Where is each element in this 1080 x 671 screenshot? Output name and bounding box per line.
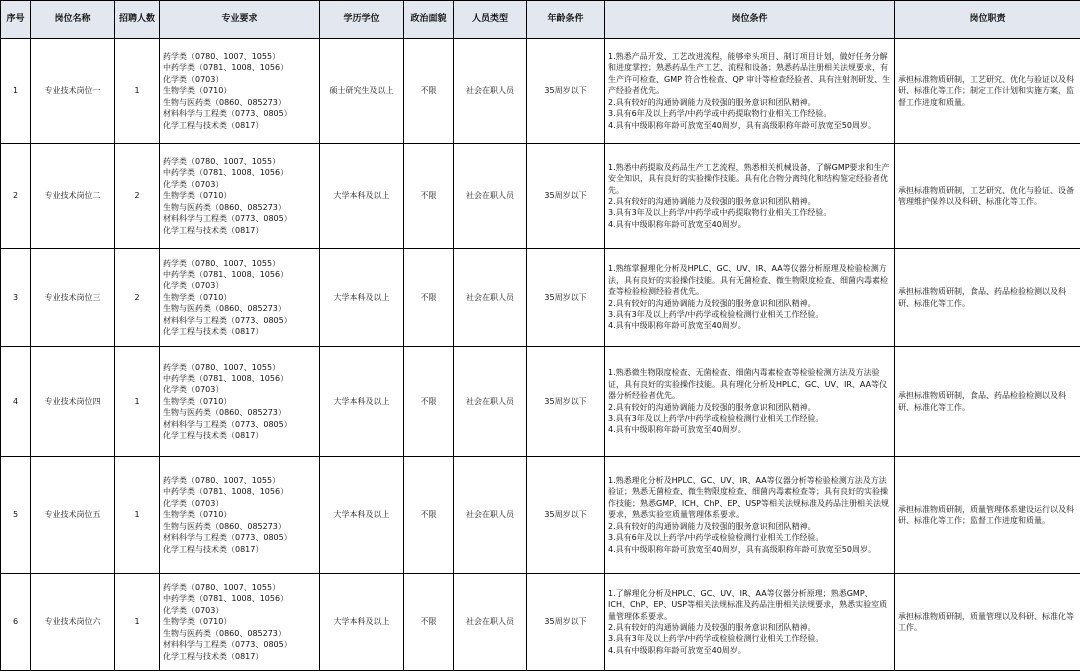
cell-requirements <box>605 144 895 249</box>
major-line: 材料科学与工程类（0773、0805） <box>163 419 316 430</box>
major-line: 化学类（0703） <box>163 179 316 190</box>
major-line: 化学类（0703） <box>163 280 316 291</box>
cell-no: 1 <box>1 39 31 144</box>
cell-count: 1 <box>115 347 160 457</box>
cell-political: 不限 <box>404 574 454 671</box>
header-major: 专业要求 <box>160 1 320 39</box>
cell-political: 不限 <box>404 249 454 347</box>
major-line: 生物与医药类（0860、085273） <box>163 303 316 314</box>
cell-count: 1 <box>115 457 160 574</box>
cell-no: 4 <box>1 347 31 457</box>
requirement-item: 3.具有6年及以上药学/中药学或检验检测行业相关工作经验。 <box>608 532 891 543</box>
requirement-item: 4.具有中级职称年龄可放宽至40周岁。 <box>608 219 891 230</box>
major-line: 化学工程与技术类（0817） <box>163 430 316 441</box>
header-political: 政治面貌 <box>404 1 454 39</box>
cell-degree: 大学本科及以上 <box>320 249 404 347</box>
major-line: 中药学类（0781、1008、1056） <box>163 593 316 604</box>
requirement-item: 1.熟练掌握理化分析及HPLC、GC、UV、IR、AA等仪器分析原理及检验检测方法，具有良好的实验操作技能。具有无菌检查、微生物限度检查、细菌内毒素检查等检验检测经验者优先。 <box>608 263 891 297</box>
cell-requirements <box>605 39 895 144</box>
cell-no: 5 <box>1 457 31 574</box>
header-requirements: 岗位条件 <box>605 1 895 39</box>
cell-requirements <box>605 347 895 457</box>
major-line: 材料科学与工程类（0773、0805） <box>163 315 316 326</box>
major-line: 生物学类（0710） <box>163 292 316 303</box>
cell-age: 35周岁以下 <box>527 144 605 249</box>
major-line: 化学工程与技术类（0817） <box>163 120 316 131</box>
cell-position-name: 专业技术岗位四 <box>31 347 115 457</box>
major-line: 药学类（0780、1007、1055） <box>163 51 316 62</box>
requirement-item: 4.具有中级职称年龄可放宽至40周岁。 <box>608 424 891 435</box>
cell-political: 不限 <box>404 144 454 249</box>
cell-duties: 承担标准物质研制，质量管理体系建设运行以及科研、标准化等工作；监督工作进度和质量。 <box>895 457 1080 574</box>
cell-major <box>160 347 320 457</box>
requirement-item: 3.具有3年及以上药学/中药学或检验检测行业相关工作经验。 <box>608 413 891 424</box>
header-age: 年龄条件 <box>527 1 605 39</box>
cell-type: 社会在职人员 <box>454 249 527 347</box>
requirement-item: 4.具有中级职称年龄可放宽至40周岁，具有高级职称年龄可放宽至50周岁。 <box>608 544 891 555</box>
cell-degree: 大学本科及以上 <box>320 574 404 671</box>
major-line: 中药学类（0781、1008、1056） <box>163 486 316 497</box>
cell-type: 社会在职人员 <box>454 574 527 671</box>
cell-duties: 承担标准物质研制，食品、药品检验检测以及科研、标准化等工作。 <box>895 249 1080 347</box>
cell-no: 2 <box>1 144 31 249</box>
major-line: 药学类（0780、1007、1055） <box>163 156 316 167</box>
major-line: 生物学类（0710） <box>163 616 316 627</box>
header-degree: 学历学位 <box>320 1 404 39</box>
cell-duties: 承担标准物质研制，质量管理以及科研、标准化等工作。 <box>895 574 1080 671</box>
requirement-item: 2.具有较好的沟通协调能力及较强的服务意识和团队精神。 <box>608 402 891 413</box>
requirement-item: 4.具有中级职称年龄可放宽至40周岁。 <box>608 320 891 331</box>
major-line: 化学类（0703） <box>163 74 316 85</box>
cell-requirements <box>605 574 895 671</box>
table-row <box>1 574 1080 671</box>
major-line: 化学工程与技术类（0817） <box>163 326 316 337</box>
major-line: 中药学类（0781、1008、1056） <box>163 373 316 384</box>
cell-age: 35周岁以下 <box>527 249 605 347</box>
requirement-item: 1.了解理化分析及HPLC、GC、UV、IR、AA等仪器分析原理；熟悉GMP、ICH、ChP、EP、USP等相关法规标准及药品注册相关法规要求，熟悉实验室质量管理体系要求。 <box>608 588 891 622</box>
major-line: 材料科学与工程类（0773、0805） <box>163 213 316 224</box>
cell-major <box>160 39 320 144</box>
major-line: 化学工程与技术类（0817） <box>163 544 316 555</box>
cell-degree: 硕士研究生及以上 <box>320 39 404 144</box>
major-line: 材料科学与工程类（0773、0805） <box>163 532 316 543</box>
cell-political: 不限 <box>404 39 454 144</box>
requirement-item: 3.具有6年及以上药学/中药学或中药提取物行业相关工作经验。 <box>608 108 891 119</box>
major-line: 生物学类（0710） <box>163 396 316 407</box>
major-line: 化学类（0703） <box>163 384 316 395</box>
major-line: 生物与医药类（0860、085273） <box>163 628 316 639</box>
major-line: 化学类（0703） <box>163 498 316 509</box>
header-row <box>1 1 1080 39</box>
cell-no: 6 <box>1 574 31 671</box>
requirement-item: 2.具有较好的沟通协调能力及较强的服务意识和团队精神。 <box>608 97 891 108</box>
requirement-item: 2.具有较好的沟通协调能力及较强的服务意识和团队精神。 <box>608 521 891 532</box>
cell-requirements <box>605 249 895 347</box>
requirement-item: 1.熟悉中药提取及药品生产工艺流程，熟悉相关机械设备，了解GMP要求和生产安全知识，具有良好的实验操作技能。具有化合物分离纯化和结构鉴定经验者优先。 <box>608 162 891 196</box>
cell-count: 2 <box>115 249 160 347</box>
cell-count: 1 <box>115 39 160 144</box>
major-line: 生物与医药类（0860、085273） <box>163 407 316 418</box>
major-line: 生物与医药类（0860、085273） <box>163 97 316 108</box>
major-line: 药学类（0780、1007、1055） <box>163 362 316 373</box>
requirement-item: 2.具有较好的沟通协调能力及较强的服务意识和团队精神。 <box>608 196 891 207</box>
header-no: 序号 <box>1 1 31 39</box>
major-line: 生物学类（0710） <box>163 190 316 201</box>
major-line: 材料科学与工程类（0773、0805） <box>163 108 316 119</box>
cell-requirements <box>605 457 895 574</box>
cell-age: 35周岁以下 <box>527 347 605 457</box>
requirement-item: 3.具有3年及以上药学/中药学或中药提取物行业相关工作经验。 <box>608 207 891 218</box>
cell-degree: 大学本科及以上 <box>320 457 404 574</box>
cell-count: 1 <box>115 574 160 671</box>
cell-no: 3 <box>1 249 31 347</box>
cell-duties: 承担标准物质研制，工艺研究、优化与验证以及科研、标准化等工作；制定工作计划和实施方案，监督工作进度和质量。 <box>895 39 1080 144</box>
cell-age: 35周岁以下 <box>527 39 605 144</box>
cell-count: 2 <box>115 144 160 249</box>
requirement-item: 1.熟悉微生物限度检查、无菌检查、细菌内毒素检查等检验检测方法及方法验证，具有良好的实验操作技能。具有理化分析及HPLC、GC、UV、IR、AA等仪器分析经验者优先。 <box>608 367 891 401</box>
table-row <box>1 249 1080 347</box>
cell-type: 社会在职人员 <box>454 347 527 457</box>
table-row <box>1 457 1080 574</box>
cell-position-name: 专业技术岗位六 <box>31 574 115 671</box>
cell-type: 社会在职人员 <box>454 457 527 574</box>
cell-degree: 大学本科及以上 <box>320 347 404 457</box>
major-line: 生物与医药类（0860、085273） <box>163 202 316 213</box>
requirement-item: 1.熟悉产品开发、工艺改进流程，能够牵头项目、制订项目计划，做好任务分解和进度掌控；熟悉药品生产工艺、流程和设备；熟悉药品注册相关法规要求，有生产许可检查、GMP 符合性检查、QP 审计等检查经验者、具有注射剂研发、生产经验者优先。 <box>608 51 891 97</box>
header-duties: 岗位职责 <box>895 1 1080 39</box>
major-line: 生物学类（0710） <box>163 509 316 520</box>
cell-age: 35周岁以下 <box>527 457 605 574</box>
header-type: 人员类型 <box>454 1 527 39</box>
major-line: 中药学类（0781、1008、1056） <box>163 62 316 73</box>
cell-major <box>160 457 320 574</box>
requirement-item: 1.熟悉理化分析及HPLC、GC、UV、IR、AA等仪器分析等检验检测方法及方法验证；熟悉无菌检查、微生物限度检查、细菌内毒素检查等；具有良好的实验操作技能；熟悉GMP、ICH、ChP、EP、USP等相关法规标准及药品注册相关法规要求，熟悉实验室质量管理体系要求。 <box>608 475 891 521</box>
major-line: 生物与医药类（0860、085273） <box>163 521 316 532</box>
major-line: 化学工程与技术类（0817） <box>163 651 316 662</box>
requirement-item: 4.具有中级职称年龄可放宽至40周岁。 <box>608 645 891 656</box>
cell-major <box>160 249 320 347</box>
cell-position-name: 专业技术岗位三 <box>31 249 115 347</box>
cell-political: 不限 <box>404 457 454 574</box>
major-line: 药学类（0780、1007、1055） <box>163 258 316 269</box>
table-row <box>1 39 1080 144</box>
requirement-item: 4.具有中级职称年龄可放宽至40周岁，具有高级职称年龄可放宽至50周岁。 <box>608 120 891 131</box>
major-line: 中药学类（0781、1008、1056） <box>163 269 316 280</box>
cell-position-name: 专业技术岗位二 <box>31 144 115 249</box>
requirement-item: 3.具有3年及以上药学/中药学或检验检测行业相关工作经验。 <box>608 309 891 320</box>
cell-duties: 承担标准物质研制，工艺研究、优化与验证、设备管理维护保养以及科研、标准化等工作。 <box>895 144 1080 249</box>
requirement-item: 3.具有3年及以上药学/中药学或检验检测行业相关工作经验。 <box>608 633 891 644</box>
cell-type: 社会在职人员 <box>454 39 527 144</box>
table-row <box>1 144 1080 249</box>
cell-duties: 承担标准物质研制，食品、药品检验检测以及科研、标准化等工作。 <box>895 347 1080 457</box>
requirement-item: 2.具有较好的沟通协调能力及较强的服务意识和团队精神。 <box>608 298 891 309</box>
table-row <box>1 347 1080 457</box>
cell-political: 不限 <box>404 347 454 457</box>
cell-type: 社会在职人员 <box>454 144 527 249</box>
header-position-name: 岗位名称 <box>31 1 115 39</box>
major-line: 中药学类（0781、1008、1056） <box>163 167 316 178</box>
cell-major <box>160 144 320 249</box>
cell-position-name: 专业技术岗位五 <box>31 457 115 574</box>
major-line: 化学类（0703） <box>163 605 316 616</box>
major-line: 生物学类（0710） <box>163 85 316 96</box>
cell-age: 35周岁以下 <box>527 574 605 671</box>
cell-major <box>160 574 320 671</box>
major-line: 药学类（0780、1007、1055） <box>163 582 316 593</box>
major-line: 化学工程与技术类（0817） <box>163 225 316 236</box>
cell-position-name: 专业技术岗位一 <box>31 39 115 144</box>
header-count: 招聘人数 <box>115 1 160 39</box>
major-line: 材料科学与工程类（0773、0805） <box>163 639 316 650</box>
major-line: 药学类（0780、1007、1055） <box>163 475 316 486</box>
requirement-item: 2.具有较好的沟通协调能力及较强的服务意识和团队精神。 <box>608 622 891 633</box>
cell-degree: 大学本科及以上 <box>320 144 404 249</box>
